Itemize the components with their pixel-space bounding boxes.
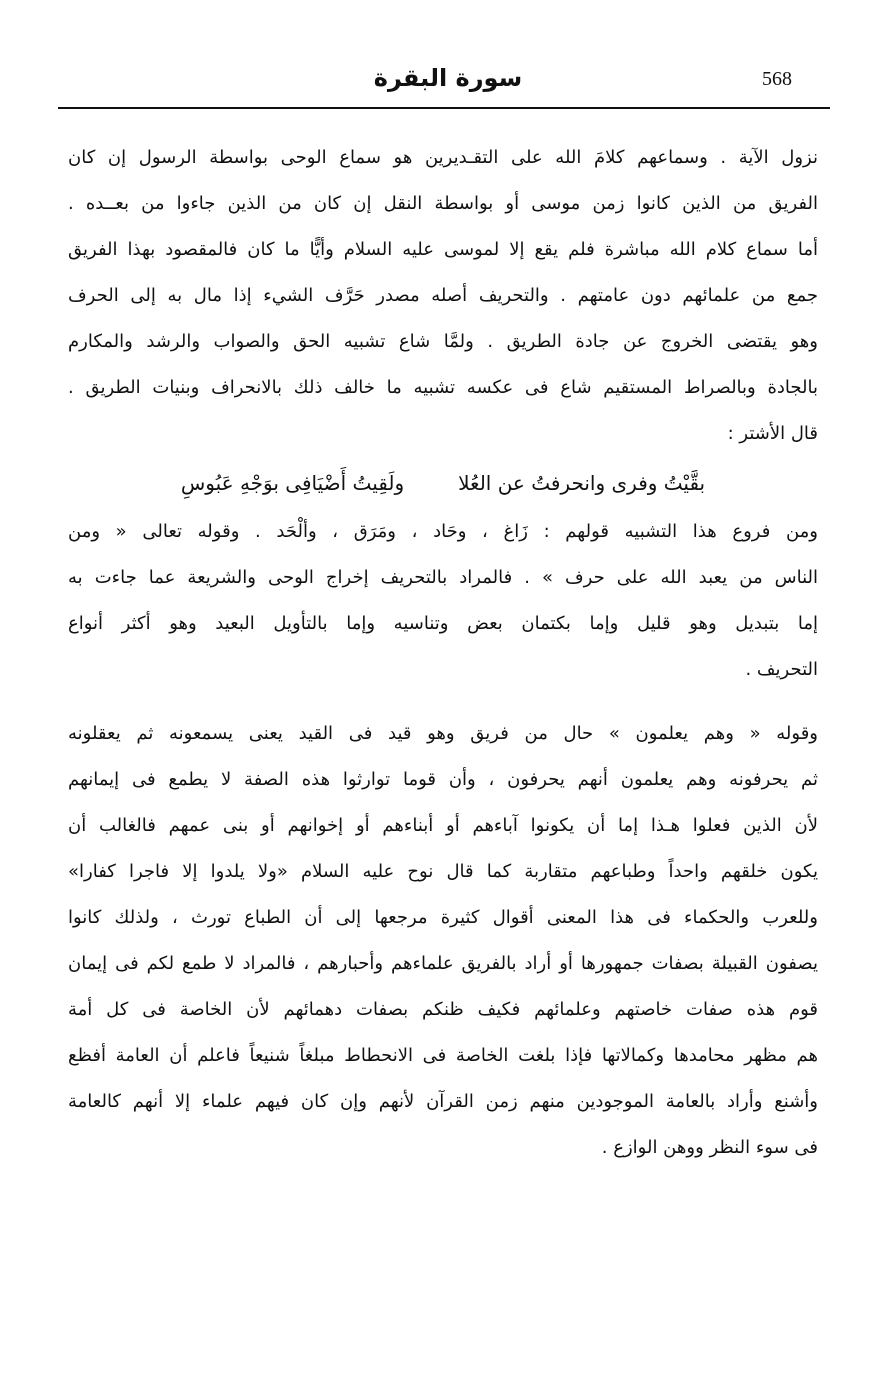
verse-hemistich-second: ولَقِيتُ أَضْيَافِى بوَجْهِ عَبُوسِ xyxy=(180,471,405,495)
header-rule xyxy=(58,107,830,109)
text-line: نزول الآية . وسماعهم كلامَ الله على التقـديرين هو سماع الوحى بواسطة الرسول إن كان xyxy=(68,147,818,168)
text-line: جمع من علمائهم دون عامتهم . والتحريف أصله مصدر حَرَّف الشيء إذا مال به إلى الحرف xyxy=(68,285,818,306)
poetry-verse xyxy=(68,457,818,509)
paragraph-spacer xyxy=(68,693,818,711)
paragraph-3 xyxy=(68,711,818,1171)
paragraph-1 xyxy=(68,135,818,457)
text-line: وهو يقتضى الخروج عن جادة الطريق . ولمَّا شاع تشبيه الحق والصواب والرشد والمكارم xyxy=(68,331,818,352)
text-line: ومن فروع هذا التشبيه قولهم : زَاغ ، وحَاد ، ومَرَق ، وألْحَد . وقوله تعالى « ومن xyxy=(68,521,818,542)
text-line: لأن الذين فعلوا هـذا إما أن يكونوا آباءهم أو أبناءهم أو إخوانهم أو بنى عمهم فالغالب أن xyxy=(68,815,818,836)
text-line: التحريف . xyxy=(745,659,818,680)
text-line: وقوله « وهم يعلمون » حال من فريق وهو قيد فى القيد يعنى يسمعونه ثم يعقلونه xyxy=(68,723,818,744)
text-line: الناس من يعبد الله على حرف » . فالمراد بالتحريف إخراج الوحى والشريعة عما جاءت به xyxy=(68,567,818,588)
page-header xyxy=(58,62,830,106)
text-line: بالجادة وبالصراط المستقيم شاع فى عكسه تشبيه ما خالف ذلك بالانحراف وبنيات الطريق . xyxy=(68,377,818,398)
body-text xyxy=(68,135,818,1171)
page-number: 568 xyxy=(762,68,792,90)
text-line: وأشنع وأراد بالعامة الموجودين منهم زمن القرآن لأنهم وإن كان فيهم علماء إلا أنهم كالعامة xyxy=(68,1091,818,1112)
text-line: يكون خلقهم واحداً وطباعهم متقاربة كما قال نوح عليه السلام «ولا يلدوا إلا فاجرا كفارا» xyxy=(68,861,818,882)
text-line: قال الأشتر : xyxy=(727,423,818,444)
running-title: سورة البقرة xyxy=(373,64,523,92)
text-line: قوم هذه صفات خاصتهم وعلمائهم فكيف ظنكم بصفات دهمائهم لأن الخاصة فى كل أمة xyxy=(68,999,818,1020)
text-line: هم مظهر محامدها وكمالاتها فإذا بلغت الخاصة فى الانحطاط مبلغاً شنيعاً فاعلم أن العامة أفظع xyxy=(68,1045,818,1066)
text-line: إما بتبديل وهو قليل وإما بكتمان بعض وتناسيه وإما بالتأويل البعيد وهو أكثر أنواع xyxy=(68,613,818,634)
paragraph-2 xyxy=(68,509,818,693)
text-line: يصفون القبيلة بصفات جمهورها أو أراد بالفريق علماءهم وأحبارهم ، فالمراد لا طمع لكم فى إيمان xyxy=(68,953,818,974)
text-line: وللعرب والحكماء فى هذا المعنى أقوال كثيرة مرجعها إلى أن الطباع تورث ، ولذلك كانوا xyxy=(68,907,818,928)
text-line: الفريق من الذين كانوا زمن موسى أو بواسطة النقل إن كان من الذين جاءوا من بعــده . xyxy=(68,193,818,214)
text-line: أما سماع كلام الله مباشرة فلم يقع إلا لموسى عليه السلام وأيًّا ما كان فالمقصود بهذا الفريق xyxy=(68,239,818,260)
text-line: ثم يحرفونه وهم يعلمون أنهم يحرفون ، وأن قوما توارثوا هذه الصفة لا يطمع فى إيمانهم xyxy=(68,769,818,790)
verse-hemistich-first: بقَّيْتُ وفرى وانحرفتُ عن العُلا xyxy=(458,471,706,495)
text-line: فى سوء النظر ووهن الوازع . xyxy=(601,1137,818,1158)
